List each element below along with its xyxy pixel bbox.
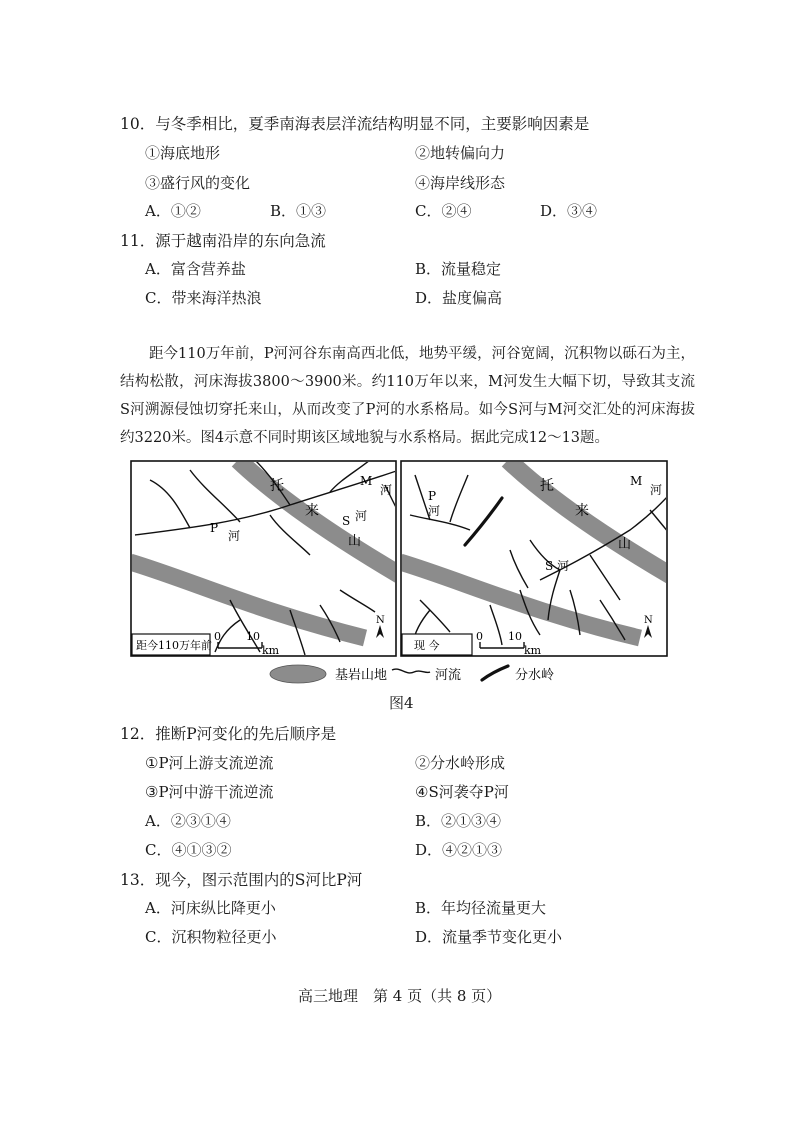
right-label-m: M [630,474,643,488]
page-footer: 高三地理 第 4 页（共 8 页） [298,987,502,1005]
left-label-tuolainan: 托来南山 [140,537,189,551]
q10-item-3: ③盛行风的变化 [145,174,251,192]
q12-stem: 12．推断P河变化的先后顺序是 [120,725,337,743]
right-label-p: P [428,489,437,503]
q11-option-a[interactable]: A．富含营养盐 [145,260,246,278]
figure-legend [270,665,554,683]
right-label-s-river: S 河 [545,559,570,573]
q12-item-2: ②分水岭形成 [415,754,506,772]
figure-caption: 图4 [389,694,414,712]
right-panel-label: 现 今 [414,639,440,652]
left-label-s: S [342,514,351,528]
left-label-tuo: 托 [270,478,284,494]
left-panel-label: 距今110万年前 [136,639,212,652]
q11-option-b[interactable]: B．流量稳定 [415,260,502,278]
passage-text: 距今110万年前，P河河谷东南高西北低，地势平缓，河谷宽阔，沉积物以砾石为主，结构松散，河床海拔3800～3900米。约110万年以来，M河发生大幅下切，导致其支流S河溯源侵蚀切穿托来山，从而改变了P河的水系格局。如今S河与M河交汇处的河床海拔约3220米。图4示意不同时期该区域地貌与水系格局。据此完成12～13题。 [120,346,695,446]
right-label-tuolainan: 托来南山 [408,539,457,553]
right-label-shan: 山 [618,537,632,552]
passage [120,340,695,452]
right-label-p-he: 河 [428,504,441,518]
left-label-m: M [360,474,373,488]
right-scale-unit: km [524,644,542,657]
q13-stem: 13．现今，图示范围内的S河比P河 [120,871,363,889]
left-label-lai: 来 [305,503,319,519]
left-label-p-he: 河 [228,529,241,543]
left-label-m-he: 河 [380,483,393,497]
figure-4-map [130,460,670,695]
q13-option-c[interactable]: C．沉积物粒径更小 [145,928,277,946]
q12-item-3: ③P河中游干流逆流 [145,783,274,801]
q10-item-4: ④海岸线形态 [415,174,506,192]
legend-bedrock-icon [270,665,326,683]
legend-watershed-label: 分水岭 [515,668,555,683]
q12-item-4: ④S河袭夺P河 [415,783,509,801]
right-label-m-he: 河 [650,483,663,497]
q11-option-d[interactable]: D．盐度偏高 [415,289,503,307]
q13-option-a[interactable]: A．河床纵比降更小 [145,899,276,917]
left-scale-unit: km [262,644,280,657]
left-label-shan: 山 [348,534,362,549]
q10-item-2: ②地转偏向力 [415,144,506,162]
q10-option-d[interactable]: D．③④ [540,202,598,220]
left-label-s-he: 河 [355,509,368,523]
right-scale-ten: 10 [508,630,522,643]
legend-bedrock-label: 基岩山地 [335,668,388,683]
left-label-p: P [210,521,219,535]
q13-option-d[interactable]: D．流量季节变化更小 [415,928,563,946]
right-label-lai: 来 [575,503,589,519]
left-north-label: N [376,615,385,626]
q10-stem: 10．与冬季相比，夏季南海表层洋流结构明显不同，主要影响因素是 [120,115,590,133]
right-north-label: N [644,615,653,626]
left-scale-zero: 0 [214,630,221,643]
q13-option-b[interactable]: B．年均径流量更大 [415,899,547,917]
q12-option-a[interactable]: A．②③①④ [145,812,231,830]
right-scale-zero: 0 [476,630,483,643]
legend-watershed-icon [482,666,508,680]
q12-option-c[interactable]: C．④①③② [145,841,232,859]
left-scale-ten: 10 [246,630,260,643]
q12-option-b[interactable]: B．②①③④ [415,812,502,830]
q11-stem: 11．源于越南沿岸的东向急流 [120,232,326,250]
right-label-tuo: 托 [540,478,554,494]
q10-item-1: ①海底地形 [145,144,221,162]
q12-item-1: ①P河上游支流逆流 [145,754,274,772]
legend-river-icon [392,669,430,673]
q12-option-d[interactable]: D．④②①③ [415,841,503,859]
q10-option-a[interactable]: A．①② [145,202,201,220]
q10-option-b[interactable]: B．①③ [270,202,327,220]
q10-option-c[interactable]: C．②④ [415,202,472,220]
legend-river-label: 河流 [435,668,462,683]
q11-option-c[interactable]: C．带来海洋热浪 [145,289,262,307]
